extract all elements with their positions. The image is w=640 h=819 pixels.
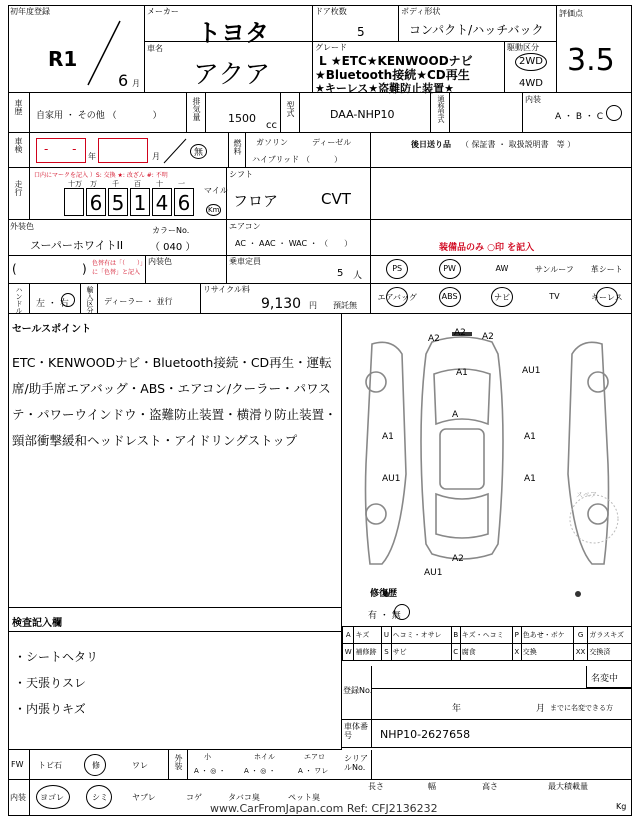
color-no-label: カラーNo. [152,226,190,235]
odometer [64,180,204,218]
shift-cell [226,168,370,220]
damage-mark: A2 [454,328,466,338]
legend-code: C [451,644,460,661]
ext-label: 外装 [174,754,183,770]
yogore-circle-icon [36,785,70,809]
inspection-note: ・天張りスレ [14,676,87,690]
inspection-notes [14,644,98,722]
legend-meaning: 色あせ・ボケ [521,627,573,644]
length-label: 長さ [368,782,384,791]
fw-row [8,750,342,780]
mileage-blank-cell [370,168,632,220]
car-name-cell [145,42,313,93]
owner-cell [370,133,632,168]
equipment-item: PW [443,264,456,273]
drive-circle-icon [515,53,547,71]
trans-value: CVT [321,190,351,208]
model-value: DAA-NHP10 [330,108,395,121]
capacity-unit: 人 [353,271,363,281]
grade-cell [313,42,505,93]
equipment-item: サンルーフ [534,265,574,274]
disp-label: 排気量 [192,97,201,121]
shimi-label: シミ [92,793,108,802]
doors-label: ドア枚数 [315,7,347,16]
reg-label-cell [342,666,372,720]
disp-value: 1500 [228,112,256,125]
grade-line2: ★Bluetooth接続★CD再生 [315,68,470,82]
damage-mark: A2 [452,554,464,564]
watermark: www.CarFromJapan.com Ref: CFJ2136232 [210,802,438,815]
handle-label: ハンドル [15,286,23,314]
damage-mark: A2 [428,334,440,344]
inspection-header [8,608,341,632]
car-name-label: 車名 [147,44,163,53]
body-type-cell [399,5,557,42]
capacity-value: 5 [337,268,344,279]
drive-label: 駆動区分 [507,43,539,52]
tabako-label: タバコ臭 [228,793,260,802]
fuel-diesel: ディーゼル [312,138,352,147]
history-label: 車歴 [14,99,23,115]
odometer-unit: 万 [90,180,97,188]
equip-note: 装備品のみ ○印 を記入 [439,243,535,253]
option-label: 通称型式 [437,95,445,123]
fw-label: FW [11,760,24,769]
shimi-circle-icon [86,785,112,809]
legend-meaning: サビ [391,644,451,661]
damage-mark: AU1 [382,474,401,484]
recycle-unit: 円 [309,301,317,310]
repair-value: 有 ・ 無 [368,611,401,621]
model-label-cell [280,93,300,133]
int-label: 内装 [10,793,26,802]
odometer-unit: 一 [178,180,185,188]
odometer-digit: 1 [130,188,150,216]
yogore-label: ヨゴレ [40,793,64,802]
history-label-cell [8,93,30,133]
equipment-circle-icon [439,287,461,307]
slash-icon [162,137,188,165]
damage-legend [342,626,632,661]
capacity-label: 乗車定員 [229,257,261,266]
car-name-value: アクア [193,60,271,90]
legend-code: G [573,627,588,644]
damage-mark: A1 [524,474,536,484]
legend-code: B [451,627,460,644]
interior-color-label: 内装色 [148,257,172,266]
interior-label: 内装 [525,95,541,104]
recycle-cell [200,284,370,314]
inspection-note: ・シートヘタリ [14,650,99,664]
first-reg-cell [8,5,145,93]
damage-mark: A1 [456,368,468,378]
inspection-note: ・内張りキズ [14,702,86,716]
km-label: Km [208,206,220,214]
history-value: 自家用 ・ その他 （ ） [36,111,162,121]
slash-icon [86,19,122,87]
color-change-close: ) [82,262,87,276]
body-type-label: ボディ形状 [401,7,441,16]
int-label-cell [8,780,30,816]
rename-note: までに名変できる方 [550,704,613,712]
first-reg-label: 初年度登録 [10,7,50,16]
mileage-label: 走行 [14,180,23,196]
mileage-label-cell [8,168,30,220]
load-label: 最大積載量 [548,782,588,791]
reg-label: 登録No. [343,686,373,695]
odometer-digit: 4 [152,188,172,216]
chassis-cell [342,720,632,748]
sales-point-cell [8,314,342,608]
rename-cell [586,666,632,688]
equipment-item: ナビ [493,293,510,302]
first-reg-era: R1 [48,47,78,71]
inspect-year-unit: 年 [88,152,96,161]
koge-label: コゲ [186,793,202,802]
equipment-item: 革シート [590,265,623,274]
color-no-value: （ 040 ） [150,242,196,253]
inspection-cell [8,608,342,750]
equipment-item: ABS [441,292,458,301]
aero-value: A ・ ワレ [298,767,329,775]
import-label: 輸入区分 [86,286,94,314]
odometer-digit: 6 [86,188,106,216]
import-value: ディーラー ・ 並行 [104,297,173,306]
rename-date-row [372,688,632,720]
equipment-circle-icon [386,287,408,307]
fw-label-cell [8,750,30,780]
legend-meaning: ガラスキズ [588,627,632,644]
odometer-unit: 百 [134,180,141,188]
repair-label: 修復歴 [370,589,398,599]
fuel-hybrid: ハイブリッド [252,155,300,164]
wheel-value: A ・ ◎ ・ [244,767,276,775]
inspect-value: - - [44,142,87,156]
body-type-value: コンパクト/ハッチバック [409,23,544,37]
interior-cell [522,93,632,133]
car-diagram [342,314,632,624]
odometer-unit: 千 [112,180,119,188]
fuel-label-cell [228,133,246,168]
drive-2wd: 2WD [519,56,543,67]
damage-mark: A1 [524,432,536,442]
legend-code: W [343,644,354,661]
score-cell [557,5,632,93]
doors-cell [313,5,399,42]
car-outline-icon [342,314,632,624]
damage-mark: A2 [482,332,494,342]
equipment-circle-icon [386,259,408,279]
legend-meaning: キズ・ヘコミ [460,627,512,644]
rename-label: 名変中 [591,674,619,684]
odometer-digit [64,188,84,216]
color-value: スーパーホワイトII [30,239,124,252]
doors-value: 5 [357,25,365,39]
legend-meaning: 交換済 [588,644,632,661]
fuel-label: 燃料 [233,139,242,155]
interior-circle-icon [606,105,622,121]
legend-code: XX [573,644,588,661]
equipment-row-2 [370,284,632,314]
option-label-cell [430,93,450,133]
import-label-cell [80,284,98,314]
chassis-label-cell [342,720,372,748]
chassis-label: 車体番号 [344,722,368,740]
sales-point-text: ETC・KENWOODナビ・Bluetooth接続・CD再生・運転席/助手席エアバッグ・ABS・エアコン/クーラー・パワステ・パワーウインドウ・盗難防止装置・横滑り防止装置・頸部衝撃緩和ヘッドレスト・アイドリングストップ [12,355,337,448]
fuel-gasoline: ガソリン [256,138,288,147]
small-label: 小 [204,753,211,761]
grade-line3: ★キーレス★盗難防止装置★ [315,82,455,95]
height-label: 高さ [482,782,498,791]
score-value: 3.5 [567,43,615,78]
inspect-none: 無 [190,144,207,159]
kg-label: Kg [616,802,627,811]
chassis-value: NHP10-2627658 [380,728,471,741]
fuel-other: （ ） [302,155,342,164]
odometer-unit: 十 [156,180,163,188]
handle-label-cell [8,284,30,314]
shift-value: フロア [233,192,279,210]
wear-label: ワレ [132,761,148,770]
damage-mark: AU1 [522,366,541,376]
reg-year-unit: 年 [452,704,462,714]
color-label: 外装色 [10,222,34,231]
inspect-month-box [98,138,148,163]
owner-value: （ 保証書 ・ 取扱説明書 等 ） [461,140,576,149]
sales-point-label: セールスポイント [12,324,92,335]
serial-label: シリアルNo. [344,754,368,772]
interior-color-cell [145,256,226,284]
fw-repair-label: 修 [92,761,100,770]
capacity-cell [226,256,370,284]
aero-label: エアロ [304,753,325,761]
equipment-item: AW [495,264,509,273]
handle-circle-icon [61,293,75,307]
ext-label-cell [168,750,188,780]
equipment-item: エアバッグ [377,293,417,302]
color-change-note: 色替有は「（ ）」 に「色替」と記入 [92,260,147,276]
deposit-label: 預託無 [333,301,357,310]
legend-code: P [512,627,521,644]
color-change-open: ( [12,262,17,276]
legend-code: X [512,644,521,661]
spare-label: スペア [576,491,597,499]
inspect-month-unit: 月 [152,152,160,161]
equipment-item: キーレス [590,293,623,302]
legend-meaning: 交換 [521,644,573,661]
inspect-label: 車検 [14,137,23,153]
aircon-value: AC ・ AAC ・ WAC ・ （ ） [235,239,353,248]
serial-cell [342,750,632,780]
maker-cell [145,5,313,47]
month-unit: 月 [132,79,140,88]
legend-code: S [382,644,391,661]
legend-meaning: キズ [354,627,382,644]
grade-line1: L ★ETC★KENWOODナビ [319,54,473,68]
equipment-row-1 [370,256,632,284]
legend-code: A [343,627,354,644]
wheel-label: ホイル [254,753,275,761]
yabure-label: ヤブレ [132,793,156,802]
maker-label: メーカー [147,7,179,16]
legend-code: U [382,627,391,644]
damage-mark: AU1 [424,568,443,578]
width-label: 幅 [428,782,436,791]
grade-label: グレード [315,43,347,52]
reg-month-unit: 月 [536,704,546,714]
serial-label-cell [342,750,372,780]
first-reg-month: 6 [118,71,129,90]
shift-label: シフト [229,170,253,179]
inspect-label-cell [8,133,30,168]
score-label: 評価点 [559,9,583,18]
mile-label: マイル [204,186,228,195]
drive-4wd: 4WD [519,78,543,89]
disp-label-cell [186,93,206,133]
fw-repair-circle-icon [84,754,106,776]
aircon-cell [226,220,370,256]
inspection-label: 検査記入欄 [12,618,62,629]
disp-unit: cc [266,120,277,131]
odometer-digit: 5 [108,188,128,216]
model-label: 型式 [286,101,295,117]
legend-meaning: ヘコミ・オサレ [391,627,451,644]
equipment-item: PS [392,264,403,273]
registration-cell [342,666,632,720]
recycle-label: リサイクル料 [203,285,250,294]
damage-mark: A1 [382,432,394,442]
handle-value: 左 ・ 右 [36,299,69,309]
equipment-item: TV [549,292,560,301]
odometer-digit: 6 [174,188,194,216]
equipment-circle-icon [439,259,461,279]
legend-meaning: 補修跡 [354,644,382,661]
interior-value: A ・ B ・ C [555,112,604,122]
drive-cell [505,42,557,93]
legend-meaning: 腐食 [460,644,512,661]
odometer-unit: 十万 [68,180,82,188]
pet-label: ペット臭 [288,793,320,802]
aircon-label: エアコン [229,222,261,231]
owner-label: 後日送り品 [411,140,451,149]
maker-value: トヨタ [197,19,269,47]
recycle-value: 9,130 [261,296,302,312]
equipment-circle-icon [596,287,618,307]
equip-note-cell [370,220,632,256]
ext-value: A ・ ◎ ・ [194,767,226,775]
mileage-note: 口内にマークを記入 ）S: 交換 ★: 改ざん #: 不明 [34,172,168,179]
crack-label: トビ石 [38,761,62,770]
equipment-circle-icon [491,287,513,307]
damage-mark: A [452,410,459,420]
repair-circle-icon [394,604,410,620]
